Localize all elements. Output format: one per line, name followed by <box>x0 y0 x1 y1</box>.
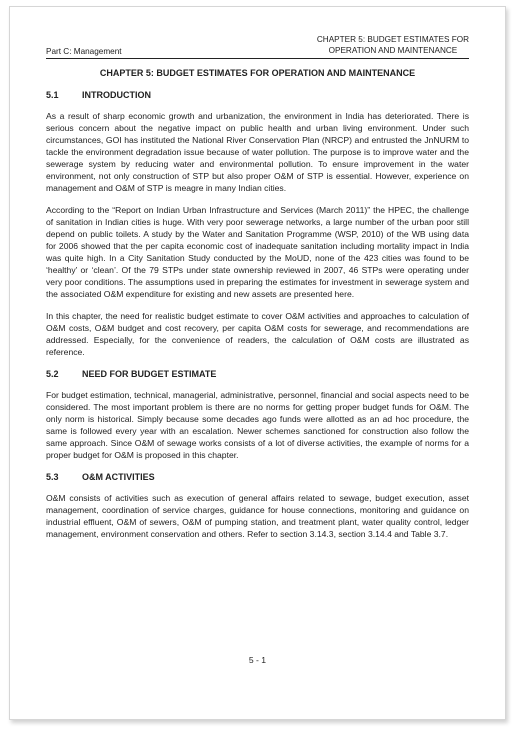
section-title: INTRODUCTION <box>82 90 151 100</box>
paragraph: As a result of sharp economic growth and urbanization, the environment in India has deteriorated. There is serious concern about the negative impact on public health and urban living environment. Under such circumstances, GOI has instituted the National River Conservation Plan (NRCP) and entrusted the JnNURM to tackle the environment degradation issue because of water pollution. The purpose is to improve water and the sewerage system by reducing water and environmental pollution. To ensure improvement in the water environment, not only construction of STP but also proper O&M of STP is essential. However, experience on management and O&M of STP is meagre in many Indian cities. <box>46 111 469 193</box>
document-page <box>9 6 506 720</box>
page-number: 5 - 1 <box>248 655 267 665</box>
section-heading <box>46 368 469 380</box>
section-5-3 <box>46 471 469 540</box>
chapter-title: CHAPTER 5: BUDGET ESTIMATES FOR OPERATION AND MAINTENANCE <box>99 68 416 78</box>
header-chapter-line-2: OPERATION AND MAINTENANCE <box>328 45 458 55</box>
paragraph: O&M consists of activities such as execution of general affairs related to sewage, budget execution, asset management, coordination of service charges, guidance for house connections, monitoring and guidance on industrial effluent, O&M of sewers, O&M of pumping station, and treatment plant, water quality control, ledger management, environment conservation and others. Refer to section 3.14.3, section 3.14.4 and Table 3.7. <box>46 493 469 539</box>
section-number: 5.3 <box>46 472 59 482</box>
paragraph: For budget estimation, technical, managerial, administrative, personnel, financial and social aspects need to be considered. The most important problem is there are no norms for getting proper budget funds for O&M. The only norm is historical. Simply because some decades ago funds were allotted as an ad hoc procedure, the same is followed every year with an escalation. Newer schemes sanctioned for construction also follow the same approach. Since O&M of sewage works consists of a lot of diverse activities, the example of norms for a proper budget for O&M is proposed in this chapter. <box>46 390 469 460</box>
paragraph: In this chapter, the need for realistic budget estimate to cover O&M activities and approaches to calculation of O&M costs, O&M budget and cost recovery, per capita O&M costs for sewerage, and recommendations are addressed. Especially, for the convenience of readers, the calculation of O&M costs are illustrated as reference. <box>46 311 469 357</box>
section-heading <box>46 89 469 101</box>
page-content <box>46 67 469 550</box>
page-header <box>46 28 469 59</box>
header-chapter-line-1: CHAPTER 5: BUDGET ESTIMATES FOR <box>316 35 469 44</box>
section-5-1 <box>46 89 469 358</box>
header-chapter-label <box>317 35 469 56</box>
paragraph: According to the “Report on Indian Urban Infrastructure and Services (March 2011)” the HPEC, the challenge of sanitation in Indian cities is huge. With very poor sewerage networks, a large number of the urban poor still depend on public toilets. A study by the Water and Sanitation Programme (WSP, 2010) of the WB using data for 2006 showed that the per capita economic cost of inadequate sanitation including mortality impact in India was quite high. In a City Sanitation Study conducted by the MoUD, none of the 423 cities was found to be ‘healthy’ or ‘clean’. Of the 79 STPs under state ownership reviewed in 2007, 46 STPs were operating under very poor conditions. The assumptions used in preparing the estimates for investment in sewerage system and the associated O&M expenditure for existing and new assets are presented here. <box>46 205 469 299</box>
header-part-label: Part C: Management <box>46 47 122 56</box>
section-number: 5.2 <box>46 369 59 379</box>
section-title: NEED FOR BUDGET ESTIMATE <box>82 369 217 379</box>
section-title: O&M ACTIVITIES <box>82 472 155 482</box>
section-5-2 <box>46 368 469 461</box>
section-heading <box>46 471 469 483</box>
section-number: 5.1 <box>46 90 59 100</box>
